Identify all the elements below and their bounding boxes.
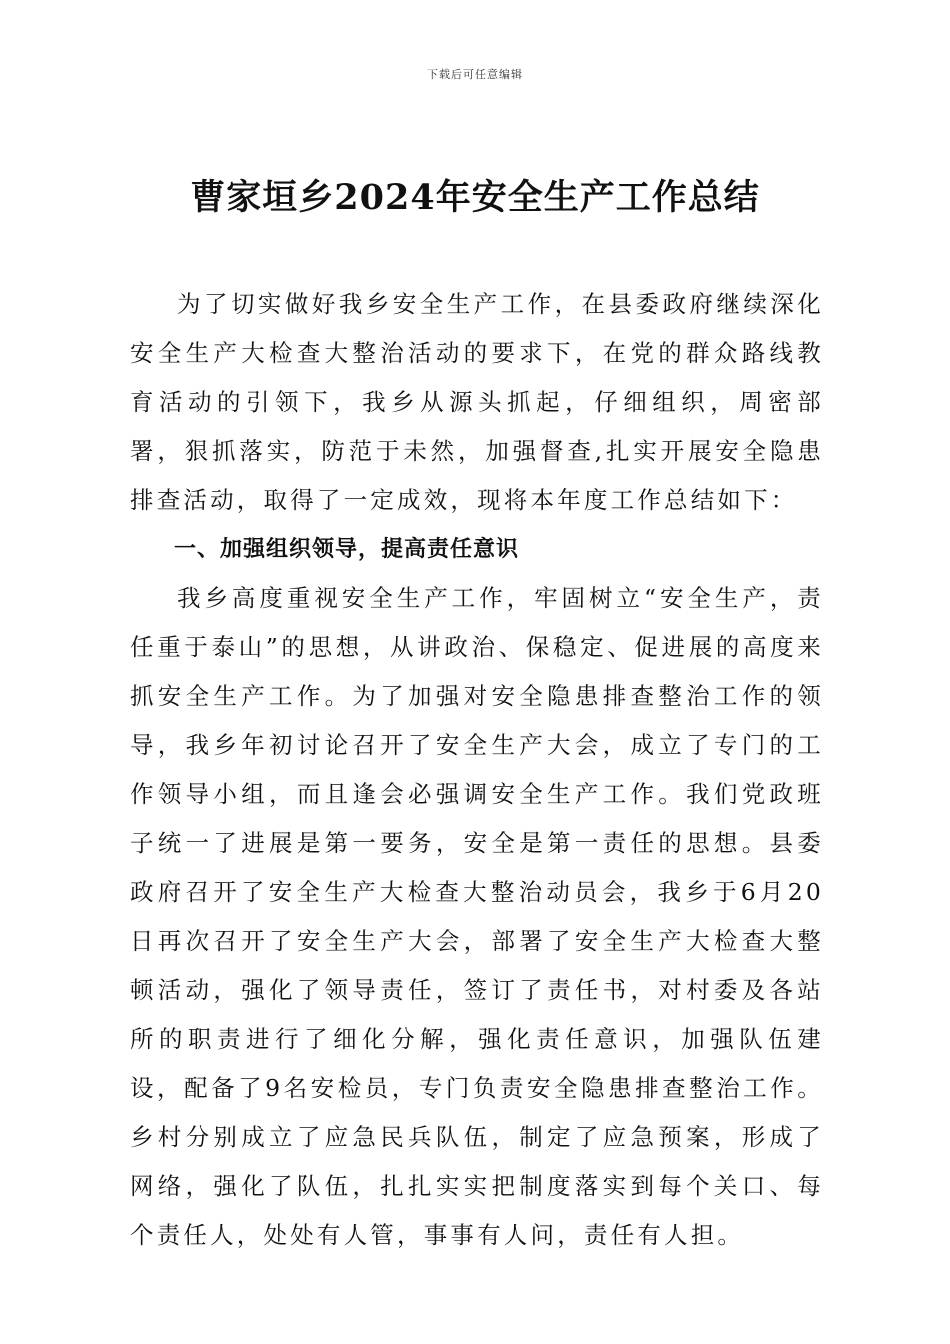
- section-heading: 一、加强组织领导，提高责任意识: [174, 537, 520, 562]
- document-body: [130, 280, 824, 1260]
- intro-paragraph: 为了切实做好我乡安全生产工作，在县委政府继续深化安全生产大检查大整治活动的要求下，在党的群众路线教育活动的引领下，我乡从源头抓起，仔细组织，周密部署，狠抓落实，防范于未然，加强督查,扎实开展安全隐患排查活动，取得了一定成效，现将本年度工作总结如下：: [130, 290, 824, 514]
- document-title: 曹家垣乡2024年安全生产工作总结: [190, 177, 760, 218]
- header-note: 下载后可任意编辑: [427, 68, 523, 81]
- section-paragraph: 我乡高度重视安全生产工作，牢固树立“安全生产，责任重于泰山”的思想，从讲政治、保稳定、促进展的高度来抓安全生产工作。为了加强对安全隐患排查整治工作的领导，我乡年初讨论召开了安全生产大会，成立了专门的工作领导小组，而且逢会必强调安全生产工作。我们党政班子统一了进展是第一要务，安全是第一责任的思想。县委政府召开了安全生产大检查大整治动员会，我乡于6月20日再次召开了安全生产大会，部署了安全生产大检查大整顿活动，强化了领导责任，签订了责任书，对村委及各站所的职责进行了细化分解，强化责任意识，加强队伍建设，配备了9名安检员，专门负责安全隐患排查整治工作。乡村分别成立了应急民兵队伍，制定了应急预案，形成了网络，强化了队伍，扎扎实实把制度落实到每个关口、每个责任人，处处有人管，事事有人问，责任有人担。: [130, 584, 824, 1249]
